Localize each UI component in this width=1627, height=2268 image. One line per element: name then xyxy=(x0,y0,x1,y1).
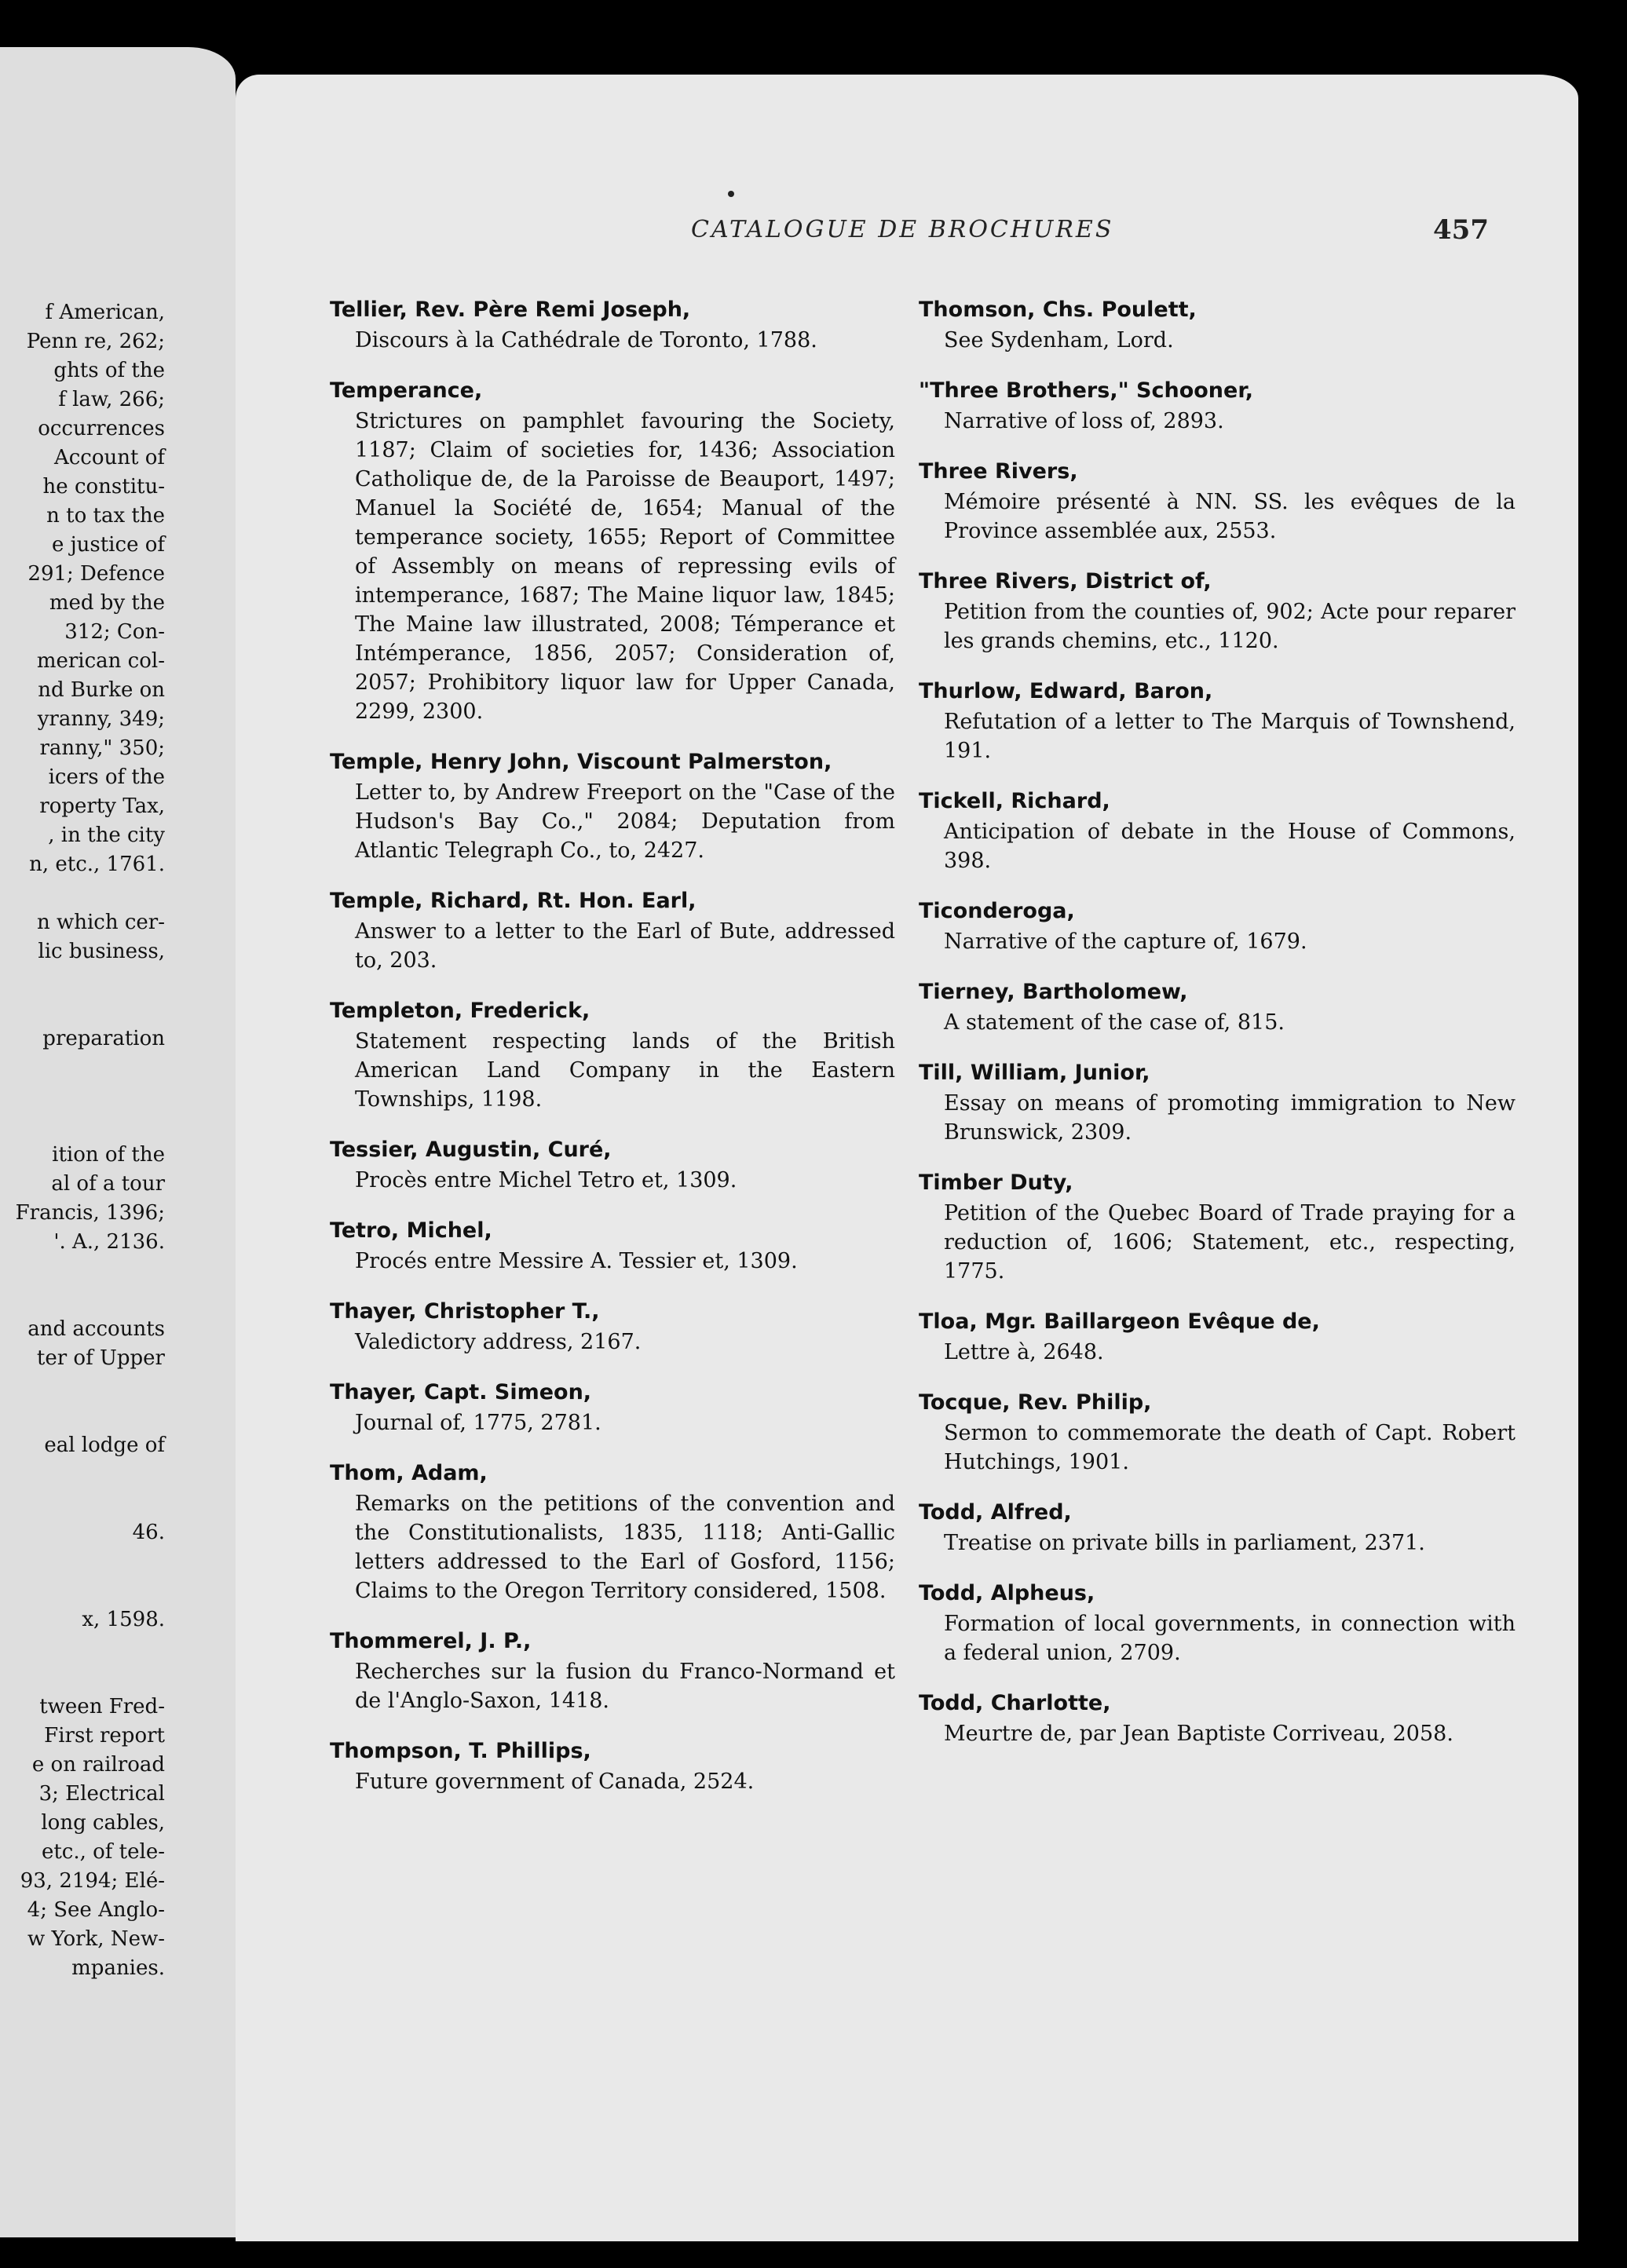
entry-text: Strictures on pamphlet favouring the Society, 1187; Claim of societies for, 1436; Association Catholique de, de la Paroisse de Beauport, 1497; Manuel la Société de, 1654; Manual of the temperance society, 1655; Report of Committee of Assembly on means of repressing evils of intemperance, 1687; The Maine liquor law, 1845; The Maine law illustrated, 2008; Témperance et Intémperance, 1856, 2057; Consideration of, 2057; Prohibitory liquor law for Upper Canada, 2299, 2300. xyxy=(355,409,895,724)
catalogue-entry xyxy=(919,786,1515,875)
catalogue-entry xyxy=(919,375,1515,436)
left-page-line: n to tax the xyxy=(46,504,165,528)
entry-heading: Tocque, Rev. Philip, xyxy=(919,1390,1152,1415)
left-page-line: ition of the xyxy=(52,1143,165,1167)
left-page-line xyxy=(0,1664,165,1693)
entry-text: Sermon to commemorate the death of Capt. Robert Hutchings, 1901. xyxy=(944,1421,1515,1474)
left-page-line: 291; Defence xyxy=(27,562,165,586)
entry-text: Recherches sur la fusion du Franco-Normand et de l'Anglo-Saxon, 1418. xyxy=(355,1660,895,1713)
entry-heading: Temple, Richard, Rt. Hon. Earl, xyxy=(330,889,697,913)
entry-text: Refutation of a letter to The Marquis of Townshend, 191. xyxy=(944,710,1515,763)
page-number: 457 xyxy=(1433,214,1489,246)
left-page-line: al of a tour xyxy=(51,1172,165,1196)
entry-heading: Temple, Henry John, Viscount Palmerston, xyxy=(330,750,832,774)
left-page-line xyxy=(0,1373,165,1402)
entry-text: Discours à la Cathédrale de Toronto, 1788. xyxy=(355,328,817,352)
catalogue-entry xyxy=(919,1057,1515,1147)
left-page-line: , in the city xyxy=(48,824,165,847)
running-head: CATALOGUE DE BROCHURES xyxy=(691,216,1114,243)
left-page-line: long cables, xyxy=(41,1811,165,1835)
entry-text: Mémoire présenté à NN. SS. les evêques de la Province assemblée aux, 2553. xyxy=(944,490,1515,543)
left-page-line xyxy=(0,1286,165,1315)
entry-text: Letter to, by Andrew Freeport on the "Case of the Hudson's Bay Co.," 2084; Deputation from Atlantic Telegraph Co., to, 2427. xyxy=(355,780,895,863)
left-page-line xyxy=(0,1083,165,1112)
entry-heading: Thayer, Christopher T., xyxy=(330,1299,600,1324)
left-page-line: 46. xyxy=(132,1521,165,1544)
left-page-line xyxy=(0,1112,165,1141)
catalogue-entry xyxy=(919,294,1515,355)
entry-text: See Sydenham, Lord. xyxy=(944,328,1174,352)
left-page-line: preparation xyxy=(42,1027,165,1050)
left-page-line: e on railroad xyxy=(31,1753,165,1777)
catalogue-entry xyxy=(330,1296,895,1357)
entry-heading: Todd, Alpheus, xyxy=(919,1581,1095,1605)
catalogue-entry xyxy=(919,1306,1515,1367)
left-page-text xyxy=(0,298,165,1983)
left-page-line: First report xyxy=(44,1724,165,1748)
left-page-line: x, 1598. xyxy=(82,1608,165,1631)
entry-text: Lettre à, 2648. xyxy=(944,1340,1104,1364)
left-page-line: yranny, 349; xyxy=(37,707,165,731)
left-page-line: occurrences xyxy=(38,417,165,440)
catalogue-entry xyxy=(919,896,1515,956)
catalogue-entry xyxy=(919,1167,1515,1286)
entry-text: Treatise on private bills in parliament, 2371. xyxy=(944,1531,1425,1555)
catalogue-entry xyxy=(330,995,895,1114)
entry-heading: Till, William, Junior, xyxy=(919,1061,1150,1085)
entry-heading: Tetro, Michel, xyxy=(330,1218,492,1243)
entry-text: Petition from the counties of, 902; Acte pour reparer les grands chemins, etc., 1120. xyxy=(944,600,1515,653)
left-page-line xyxy=(0,1576,165,1605)
entry-text: Journal of, 1775, 2781. xyxy=(355,1411,601,1435)
left-page-line: Francis, 1396; xyxy=(15,1201,165,1225)
left-page xyxy=(0,47,236,2237)
entry-text: Procès entre Michel Tetro et, 1309. xyxy=(355,1168,737,1192)
entry-text: Answer to a letter to the Earl of Bute, addressed to, 203. xyxy=(355,919,895,973)
entry-text: Remarks on the petitions of the convention and the Constitutionalists, 1835, 1118; Anti-Gallic letters addressed to the Earl of Gosford, 1156; Claims to the Oregon Territory considered, 1508. xyxy=(355,1492,895,1603)
left-page-line: w York, New- xyxy=(27,1927,165,1951)
catalogue-page xyxy=(236,75,1578,2241)
left-page-line xyxy=(0,1460,165,1489)
left-page-line: e justice of xyxy=(51,533,165,557)
catalogue-entry xyxy=(919,1578,1515,1667)
left-page-line: nd Burke on xyxy=(38,678,165,702)
left-page-line: 4; See Anglo- xyxy=(27,1898,165,1922)
entry-heading: Three Rivers, District of, xyxy=(919,569,1212,593)
right-column xyxy=(919,294,1515,1769)
left-page-line xyxy=(0,1634,165,1664)
catalogue-entry xyxy=(330,1458,895,1605)
entry-text: Formation of local governments, in connection with a federal union, 2709. xyxy=(944,1612,1515,1665)
left-page-line: ter of Upper xyxy=(36,1346,165,1370)
left-page-line: lic business, xyxy=(38,940,165,963)
left-page-line: etc., of tele- xyxy=(41,1840,165,1864)
left-page-line: 312; Con- xyxy=(64,620,165,644)
left-page-line: ranny," 350; xyxy=(39,736,165,760)
left-page-line xyxy=(0,1402,165,1431)
entry-heading: Three Rivers, xyxy=(919,459,1078,484)
catalogue-entry xyxy=(919,456,1515,546)
left-page-line: eal lodge of xyxy=(44,1433,165,1457)
catalogue-entry xyxy=(330,1134,895,1195)
left-page-line: med by the xyxy=(49,591,165,615)
left-page-line: and accounts xyxy=(27,1317,165,1341)
entry-heading: Ticonderoga, xyxy=(919,899,1075,923)
entry-heading: Tessier, Augustin, Curé, xyxy=(330,1138,612,1162)
entry-text: Narrative of loss of, 2893. xyxy=(944,409,1224,433)
left-page-line: f law, 266; xyxy=(58,388,165,411)
left-column xyxy=(330,294,895,1817)
left-page-line: merican col- xyxy=(36,649,165,673)
entry-heading: Tellier, Rev. Père Remi Joseph, xyxy=(330,298,691,322)
catalogue-entry xyxy=(330,886,895,975)
entry-text: Statement respecting lands of the British American Land Company in the Eastern Townships, 1198. xyxy=(355,1029,895,1112)
entry-heading: Thom, Adam, xyxy=(330,1461,488,1485)
left-page-line xyxy=(0,1257,165,1286)
left-page-line xyxy=(0,1489,165,1518)
left-page-line: f American, xyxy=(45,301,165,324)
catalogue-entry xyxy=(330,1626,895,1715)
entry-text: Future government of Canada, 2524. xyxy=(355,1769,755,1794)
entry-heading: Tierney, Bartholomew, xyxy=(919,980,1188,1004)
catalogue-entry xyxy=(919,1497,1515,1558)
entry-heading: Thurlow, Edward, Baron, xyxy=(919,679,1213,703)
left-page-line: he constitu- xyxy=(42,475,165,499)
entry-heading: "Three Brothers," Schooner, xyxy=(919,378,1253,403)
entry-text: Meurtre de, par Jean Baptiste Corriveau, 2058. xyxy=(944,1722,1453,1746)
entry-text: A statement of the case of, 815. xyxy=(944,1010,1285,1035)
page-mark xyxy=(728,191,734,197)
left-page-line: n which cer- xyxy=(36,911,165,934)
left-page-line xyxy=(0,879,165,908)
catalogue-entry xyxy=(330,1377,895,1437)
left-page-line xyxy=(0,966,165,995)
entry-heading: Todd, Alfred, xyxy=(919,1500,1072,1525)
catalogue-entry xyxy=(919,1387,1515,1477)
catalogue-entry xyxy=(919,977,1515,1037)
left-page-line xyxy=(0,995,165,1024)
catalogue-entry xyxy=(330,1736,895,1796)
entry-text: Narrative of the capture of, 1679. xyxy=(944,929,1307,954)
catalogue-entry xyxy=(919,676,1515,765)
entry-heading: Thompson, T. Phillips, xyxy=(330,1739,591,1763)
left-page-line: n, etc., 1761. xyxy=(29,853,165,876)
catalogue-entry xyxy=(919,1688,1515,1748)
catalogue-entry xyxy=(330,294,895,355)
entry-text: Procés entre Messire A. Tessier et, 1309. xyxy=(355,1249,798,1273)
entry-heading: Temperance, xyxy=(330,378,483,403)
left-page-line: '. A., 2136. xyxy=(53,1230,165,1254)
left-page-line: icers of the xyxy=(48,765,165,789)
entry-text: Petition of the Quebec Board of Trade praying for a reduction of, 1606; Statement, etc., respecting, 1775. xyxy=(944,1201,1515,1284)
left-page-line: Penn re, 262; xyxy=(26,330,165,353)
entry-heading: Timber Duty, xyxy=(919,1171,1073,1195)
entry-heading: Templeton, Frederick, xyxy=(330,999,590,1023)
catalogue-entry xyxy=(330,1215,895,1276)
left-page-line: tween Fred- xyxy=(39,1695,165,1718)
entry-heading: Todd, Charlotte, xyxy=(919,1691,1111,1715)
left-page-line: ghts of the xyxy=(53,359,165,382)
left-page-line: Account of xyxy=(53,446,165,469)
catalogue-entry xyxy=(330,375,895,726)
entry-text: Essay on means of promoting immigration to New Brunswick, 2309. xyxy=(944,1091,1515,1145)
catalogue-entry xyxy=(330,747,895,865)
entry-heading: Thomson, Chs. Poulett, xyxy=(919,298,1197,322)
entry-text: Valedictory address, 2167. xyxy=(355,1330,642,1354)
left-page-line: 3; Electrical xyxy=(38,1782,165,1806)
left-page-line: mpanies. xyxy=(71,1956,165,1980)
catalogue-entry xyxy=(919,566,1515,656)
entry-heading: Thommerel, J. P., xyxy=(330,1629,532,1653)
entry-text: Anticipation of debate in the House of Commons, 398. xyxy=(944,820,1515,873)
left-page-line: 93, 2194; Elé- xyxy=(20,1869,165,1893)
entry-heading: Tickell, Richard, xyxy=(919,789,1110,813)
left-page-line: roperty Tax, xyxy=(39,794,165,818)
left-page-line xyxy=(0,1054,165,1083)
entry-heading: Thayer, Capt. Simeon, xyxy=(330,1380,592,1404)
left-page-line xyxy=(0,1547,165,1576)
entry-heading: Tloa, Mgr. Baillargeon Evêque de, xyxy=(919,1309,1320,1334)
